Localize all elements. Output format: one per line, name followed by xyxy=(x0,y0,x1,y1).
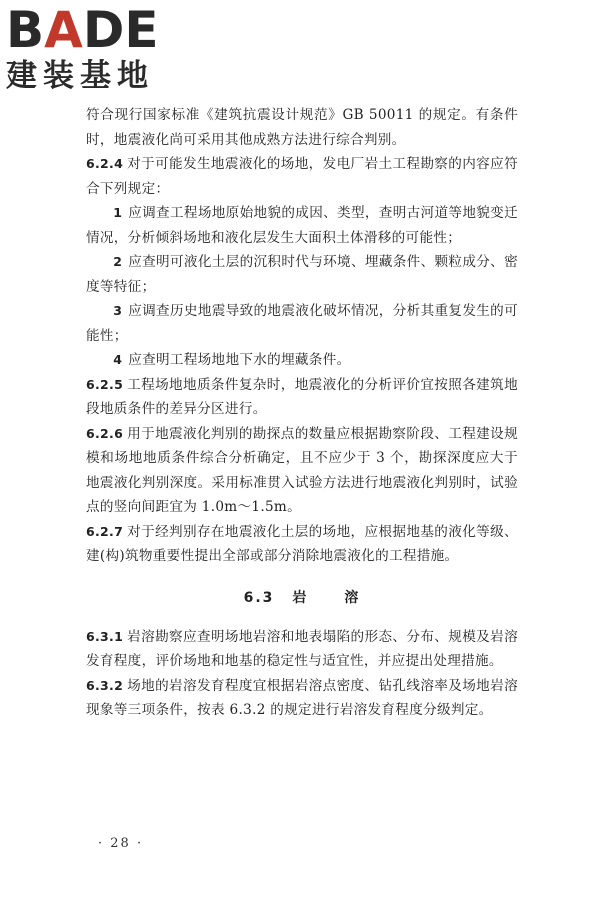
clause-number: 6.3.1 xyxy=(86,628,124,644)
bade-logo xyxy=(6,1,176,96)
item-number: 3 xyxy=(113,303,123,318)
item-number: 1 xyxy=(113,205,123,220)
page-number: · 28 · xyxy=(98,836,144,851)
list-item-3: 3 应调查历史地震导致的地震液化破坏情况，分析其重复发生的可能性； xyxy=(86,303,518,344)
clause-6-3-2: 6.3.2 场地的岩溶发育程度宜根据岩溶点密度、钻孔线溶率及场地岩溶现象等三项条件，按表 6.3.2 的规定进行岩溶发育程度分级判定。 xyxy=(86,677,518,718)
logo-tagline: 建装基地 xyxy=(6,58,154,94)
item-number: 2 xyxy=(113,254,123,269)
clause-6-2-6: 6.2.6 用于地震液化判别的勘探点的数量应根据勘察阶段、工程建设规模和场地地质条件综合分析确定，且不应少于 3 个，勘探深度应大于地震液化判别深度。采用标准贯入试验方法进行地震液化判别时，试验点的竖向间距宜为 1.0m～1.5m。 xyxy=(86,425,518,515)
clause-number: 6.2.4 xyxy=(86,156,124,171)
list-item-1: 1 应调查工程场地原始地貌的成因、类型，查明古河道等地貌变迁情况，分析倾斜场地和液化层发生大面积土体滑移的可能性； xyxy=(86,205,518,246)
section-title: 6.3 岩 溶 xyxy=(243,589,361,606)
clause-number: 6.3.2 xyxy=(86,677,124,693)
clause-6-3-1: 6.3.1 岩溶勘察应查明场地岩溶和地表塌陷的形态、分布、规模及岩溶发育程度，评价场地和地基的稳定性与适宜性，并应提出处理措施。 xyxy=(86,628,518,669)
clause-number: 6.2.5 xyxy=(86,376,124,392)
clause-6-2-5: 6.2.5 工程场地地质条件复杂时，地震液化的分析评价宜按照各建筑地段地质条件的差异分区进行。 xyxy=(86,376,518,417)
logo-wordmark: BADE xyxy=(6,1,159,59)
clause-number: 6.2.6 xyxy=(86,425,124,441)
item-number: 4 xyxy=(113,352,123,367)
logo-accent-letter: A xyxy=(44,1,83,59)
document-body xyxy=(86,103,518,723)
list-item-4: 4 应查明工程场地地下水的埋藏条件。 xyxy=(113,352,351,368)
paragraph-continuation: 符合现行国家标准《建筑抗震设计规范》GB 50011 的规定。有条件时，地震液化尚可采用其他成熟方法进行综合判别。 xyxy=(86,107,518,148)
section-number: 6.3 xyxy=(243,589,275,606)
list-item-2: 2 应查明可液化土层的沉积时代与环境、埋藏条件、颗粒成分、密度等特征； xyxy=(86,254,518,295)
clause-6-2-4: 6.2.4 对于可能发生地震液化的场地，发电厂岩土工程勘察的内容应符合下列规定： xyxy=(86,156,518,197)
clause-number: 6.2.7 xyxy=(86,523,124,539)
clause-6-2-7: 6.2.7 对于经判别存在地震液化土层的场地，应根据地基的液化等级、建(构)筑物重要性提出全部或部分消除地震液化的工程措施。 xyxy=(86,523,518,564)
